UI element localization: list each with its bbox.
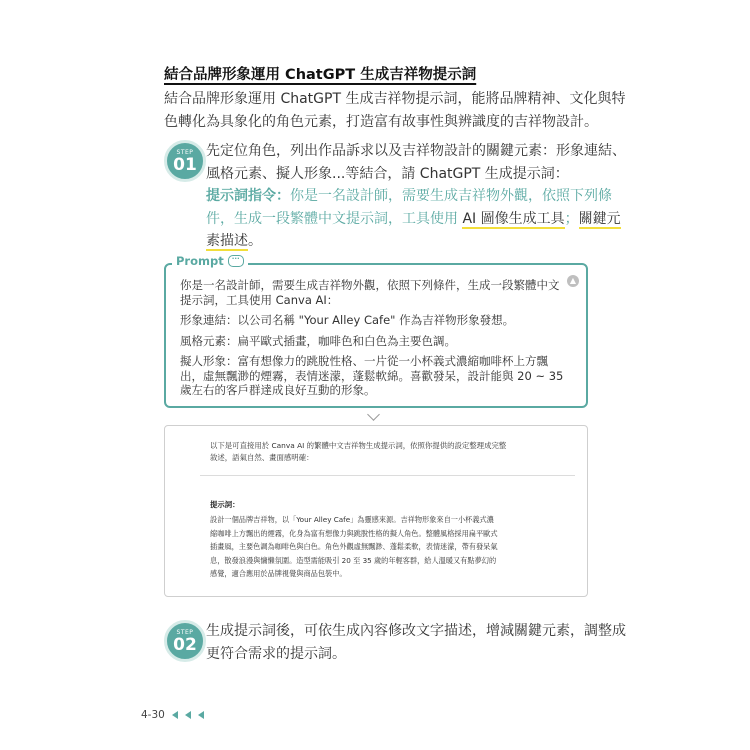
prompt-command-line: [206, 208, 621, 231]
highlight-tool: AI 圖像生成工具: [462, 210, 565, 227]
step-word: STEP: [176, 629, 194, 636]
divider: [200, 475, 575, 476]
step-02-line: 生成提示詞後，可依生成內容修改文字描述，增減關鍵元素，調整成: [206, 623, 626, 639]
step-01-text: [206, 140, 626, 253]
response-line: 縮咖啡上方飄出的煙霧，化身為富有想像力與跳脫性格的擬人角色。整體風格採用扁平歐式: [210, 528, 498, 538]
highlight-keywords: 關鍵元: [578, 210, 621, 227]
triangle-left-icon: [185, 711, 191, 719]
response-line: 插畫風，主要色調為咖啡色與白色。角色外觀虛無飄渺、蓬鬆柔軟，表情迷濛，帶有發呆氣: [210, 542, 498, 552]
prompt-command-text: 件，生成一段繁體中文提示詞，工具使用: [206, 210, 463, 227]
prompt-line: 你是一名設計師，需要生成吉祥物外觀，依照下列條件，生成一段繁體中文: [180, 278, 560, 292]
response-heading: 提示詞：: [210, 500, 240, 509]
response-intro-line: 以下是可直接用於 Canva AI 的繁體中文吉祥物生成提示詞，依照你提供的設定整理成完整: [210, 441, 507, 450]
prompt-line: 提示詞，工具使用 Canva AI：: [180, 292, 339, 307]
response-line: 設計一個品牌吉祥物，以「Your Alley Cafe」為靈感來源。吉祥物形象來自一小杯義式濃: [210, 515, 494, 524]
prompt-line: 形象連結：以公司名稱 "Your Alley Cafe" 作為吉祥物形象發想。: [180, 313, 515, 327]
step-word: STEP: [176, 149, 194, 156]
step-01-line: 先定位角色，列出作品訴求以及吉祥物設計的關鍵元素：形象連結、: [206, 143, 626, 159]
step-01-line: 風格元素、擬人形象...等結合，請 ChatGPT 生成提示詞：: [206, 165, 569, 182]
prompt-command-label: 提示詞指令：: [206, 188, 290, 204]
response-line: 感覺，適合應用於品牌視覺與商品包裝中。: [210, 569, 347, 579]
triangle-left-icon: [198, 711, 204, 719]
page-number: [141, 709, 204, 721]
step-number: 02: [173, 635, 197, 655]
chat-bubble-icon: ···: [228, 255, 244, 267]
section-title: 結合品牌形象運用 ChatGPT 生成吉祥物提示詞: [164, 67, 477, 83]
prompt-line: 歲左右的客戶群達成良好互動的形象。: [180, 383, 376, 397]
prompt-command-text: 你是一名設計師，需要生成吉祥物外觀，依照下列條: [290, 188, 612, 204]
prompt-command-line: [206, 185, 612, 208]
response-intro: [210, 440, 570, 463]
chevron-down-icon: [367, 408, 380, 421]
triangle-left-icon: [172, 711, 178, 719]
prompt-line: 風格元素：扁平歐式插畫，咖啡色和白色為主要色調。: [180, 333, 456, 348]
intro-paragraph: [164, 88, 626, 134]
step-01-badge: [164, 140, 206, 182]
step-number: 01: [173, 155, 197, 175]
prompt-text: [180, 278, 570, 398]
separator: ；: [564, 210, 579, 227]
prompt-line: 出，虛無飄渺的煙霧，表情迷濛，蓬鬆軟綿。喜歡發呆，設計能與 20 ~ 35: [180, 368, 564, 383]
step-02-line: 更符合需求的提示詞。: [206, 645, 346, 662]
step-02-badge: [164, 620, 206, 662]
prompt-label-text: Prompt: [176, 254, 224, 268]
page-number-text: 4-30: [141, 709, 165, 721]
prompt-command-line: [206, 230, 596, 253]
scroll-up-icon[interactable]: ▲: [567, 275, 579, 287]
response-body: [210, 513, 580, 581]
period: 。: [248, 233, 262, 249]
response-line: 息，散發浪漫與慵懶氛圍。造型需能吸引 20 至 35 歲的年輕客群，給人溫暖又有點夢幻的: [210, 555, 497, 565]
prompt-label: [172, 254, 248, 268]
highlight-keywords: 素描述: [206, 233, 248, 249]
intro-line: 色轉化為具象化的角色元素，打造富有故事性與辨識度的吉祥物設計。: [164, 114, 598, 130]
intro-line: 結合品牌形象運用 ChatGPT 生成吉祥物提示詞，能將品牌精神、文化與特: [164, 91, 626, 107]
step-02-text: [206, 620, 626, 665]
response-intro-line: 敘述，語氣自然、畫面感明確：: [210, 452, 314, 462]
prompt-line: 擬人形象：富有想像力的跳脫性格、一片從一小杯義式濃縮咖啡杯上方飄: [180, 354, 548, 368]
